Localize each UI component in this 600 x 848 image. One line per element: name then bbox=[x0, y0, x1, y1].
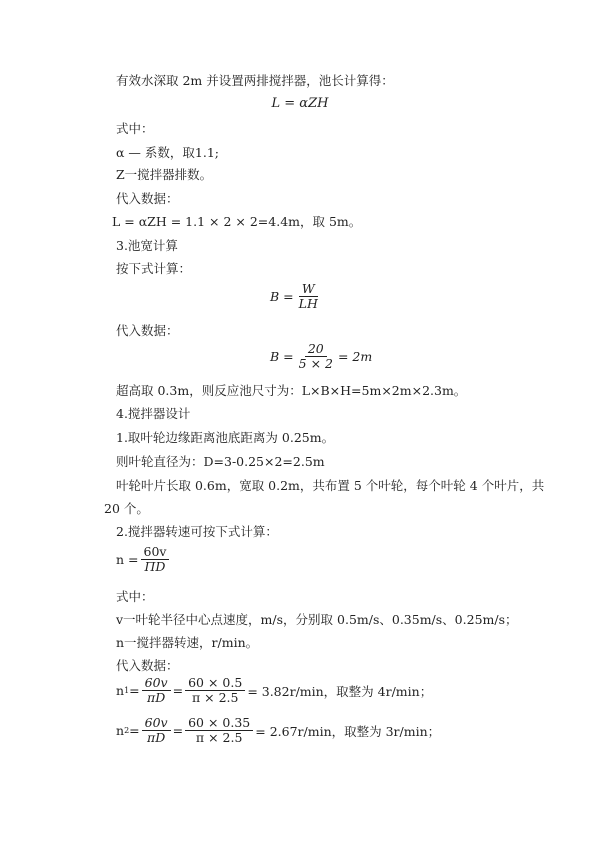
formula-width-value-fraction bbox=[296, 342, 336, 371]
formula-speed-lhs: n = bbox=[116, 552, 139, 567]
formula-n1-fraction-b bbox=[185, 676, 245, 705]
formula-length: L = αZH bbox=[271, 96, 329, 111]
line-18: v一叶轮半径中心点速度，m/s，分别取 0.5m/s、0.35m/s、0.25m/s； bbox=[116, 612, 518, 627]
line-4: Z一搅拌器排数。 bbox=[116, 167, 213, 182]
formula-n1-fraction-a bbox=[142, 676, 171, 705]
fraction-denominator: π × 2.5 bbox=[191, 690, 239, 705]
line-8: 按下式计算： bbox=[116, 261, 192, 276]
formula-n2-fraction-a bbox=[142, 716, 171, 745]
formula-width-value bbox=[270, 342, 372, 371]
fraction-numerator: 60 × 0.35 bbox=[185, 716, 253, 731]
fraction-numerator: W bbox=[299, 282, 318, 297]
fraction-denominator: π × 2.5 bbox=[195, 730, 243, 745]
fraction-denominator: ΠD bbox=[144, 559, 166, 574]
formula-n1 bbox=[116, 676, 432, 705]
line-6: L = αZH = 1.1 × 2 × 2=4.4m，取 5m。 bbox=[112, 214, 362, 229]
line-5: 代入数据： bbox=[116, 191, 179, 206]
line-10: 超高取 0.3m，则反应池尺寸为：L×B×H=5m×2m×2.3m。 bbox=[116, 383, 467, 398]
line-1: 有效水深取 2m 并设置两排搅拌器，池长计算得： bbox=[116, 73, 394, 88]
line-3: α — 系数，取1.1; bbox=[116, 145, 219, 160]
line-2: 式中： bbox=[116, 121, 154, 136]
formula-width-value-rhs: = 2m bbox=[337, 349, 373, 364]
line-20: 代入数据： bbox=[116, 658, 179, 673]
fraction-denominator: LH bbox=[298, 296, 318, 311]
formula-n1-equals: = bbox=[129, 683, 140, 698]
line-7: 3.池宽计算 bbox=[116, 238, 178, 253]
formula-n2-lhs: n bbox=[116, 723, 125, 738]
line-12: 1.取叶轮边缘距离池底距离为 0.25m。 bbox=[116, 430, 335, 445]
fraction-numerator: 60v bbox=[141, 545, 170, 560]
formula-n1-lhs: n bbox=[116, 683, 125, 698]
line-15: 20 个。 bbox=[104, 501, 149, 516]
line-19: n一搅拌器转速，r/min。 bbox=[116, 635, 259, 650]
formula-n2-equals-2: = bbox=[172, 723, 184, 738]
fraction-numerator: 60 × 0.5 bbox=[185, 676, 245, 691]
fraction-denominator: πD bbox=[147, 690, 166, 705]
line-17: 式中： bbox=[116, 589, 154, 604]
formula-n2-fraction-b bbox=[185, 716, 253, 745]
fraction-numerator: 60v bbox=[142, 676, 171, 691]
formula-width-value-lhs: B = bbox=[270, 349, 294, 364]
line-13: 则叶轮直径为：D=3-0.25×2=2.5m bbox=[116, 454, 325, 469]
fraction-denominator: πD bbox=[147, 730, 166, 745]
formula-speed bbox=[116, 545, 171, 574]
line-16: 2.搅拌器转速可按下式计算： bbox=[116, 524, 278, 539]
formula-n1-equals-2: = bbox=[172, 683, 184, 698]
line-11: 4.搅拌器设计 bbox=[116, 406, 191, 421]
formula-width-fraction bbox=[296, 282, 321, 311]
formula-n1-subscript: 1 bbox=[124, 686, 130, 695]
formula-speed-fraction bbox=[141, 545, 170, 574]
line-14: 叶轮叶片长取 0.6m，宽取 0.2m，共布置 5 个叶轮，每个叶轮 4 个叶片，共 bbox=[116, 478, 545, 493]
formula-width bbox=[270, 282, 323, 311]
formula-n2-subscript: 2 bbox=[124, 726, 130, 735]
formula-n2-result: = 2.67r/min，取整为 3r/min； bbox=[255, 723, 441, 739]
fraction-numerator: 20 bbox=[305, 342, 327, 357]
formula-n2-equals: = bbox=[129, 723, 140, 738]
formula-n1-result: = 3.82r/min，取整为 4r/min； bbox=[247, 683, 433, 699]
fraction-denominator: 5 × 2 bbox=[298, 356, 333, 371]
formula-width-lhs: B = bbox=[270, 289, 294, 304]
line-9: 代入数据： bbox=[116, 323, 179, 338]
fraction-numerator: 60v bbox=[142, 716, 171, 731]
formula-n2 bbox=[116, 716, 440, 745]
